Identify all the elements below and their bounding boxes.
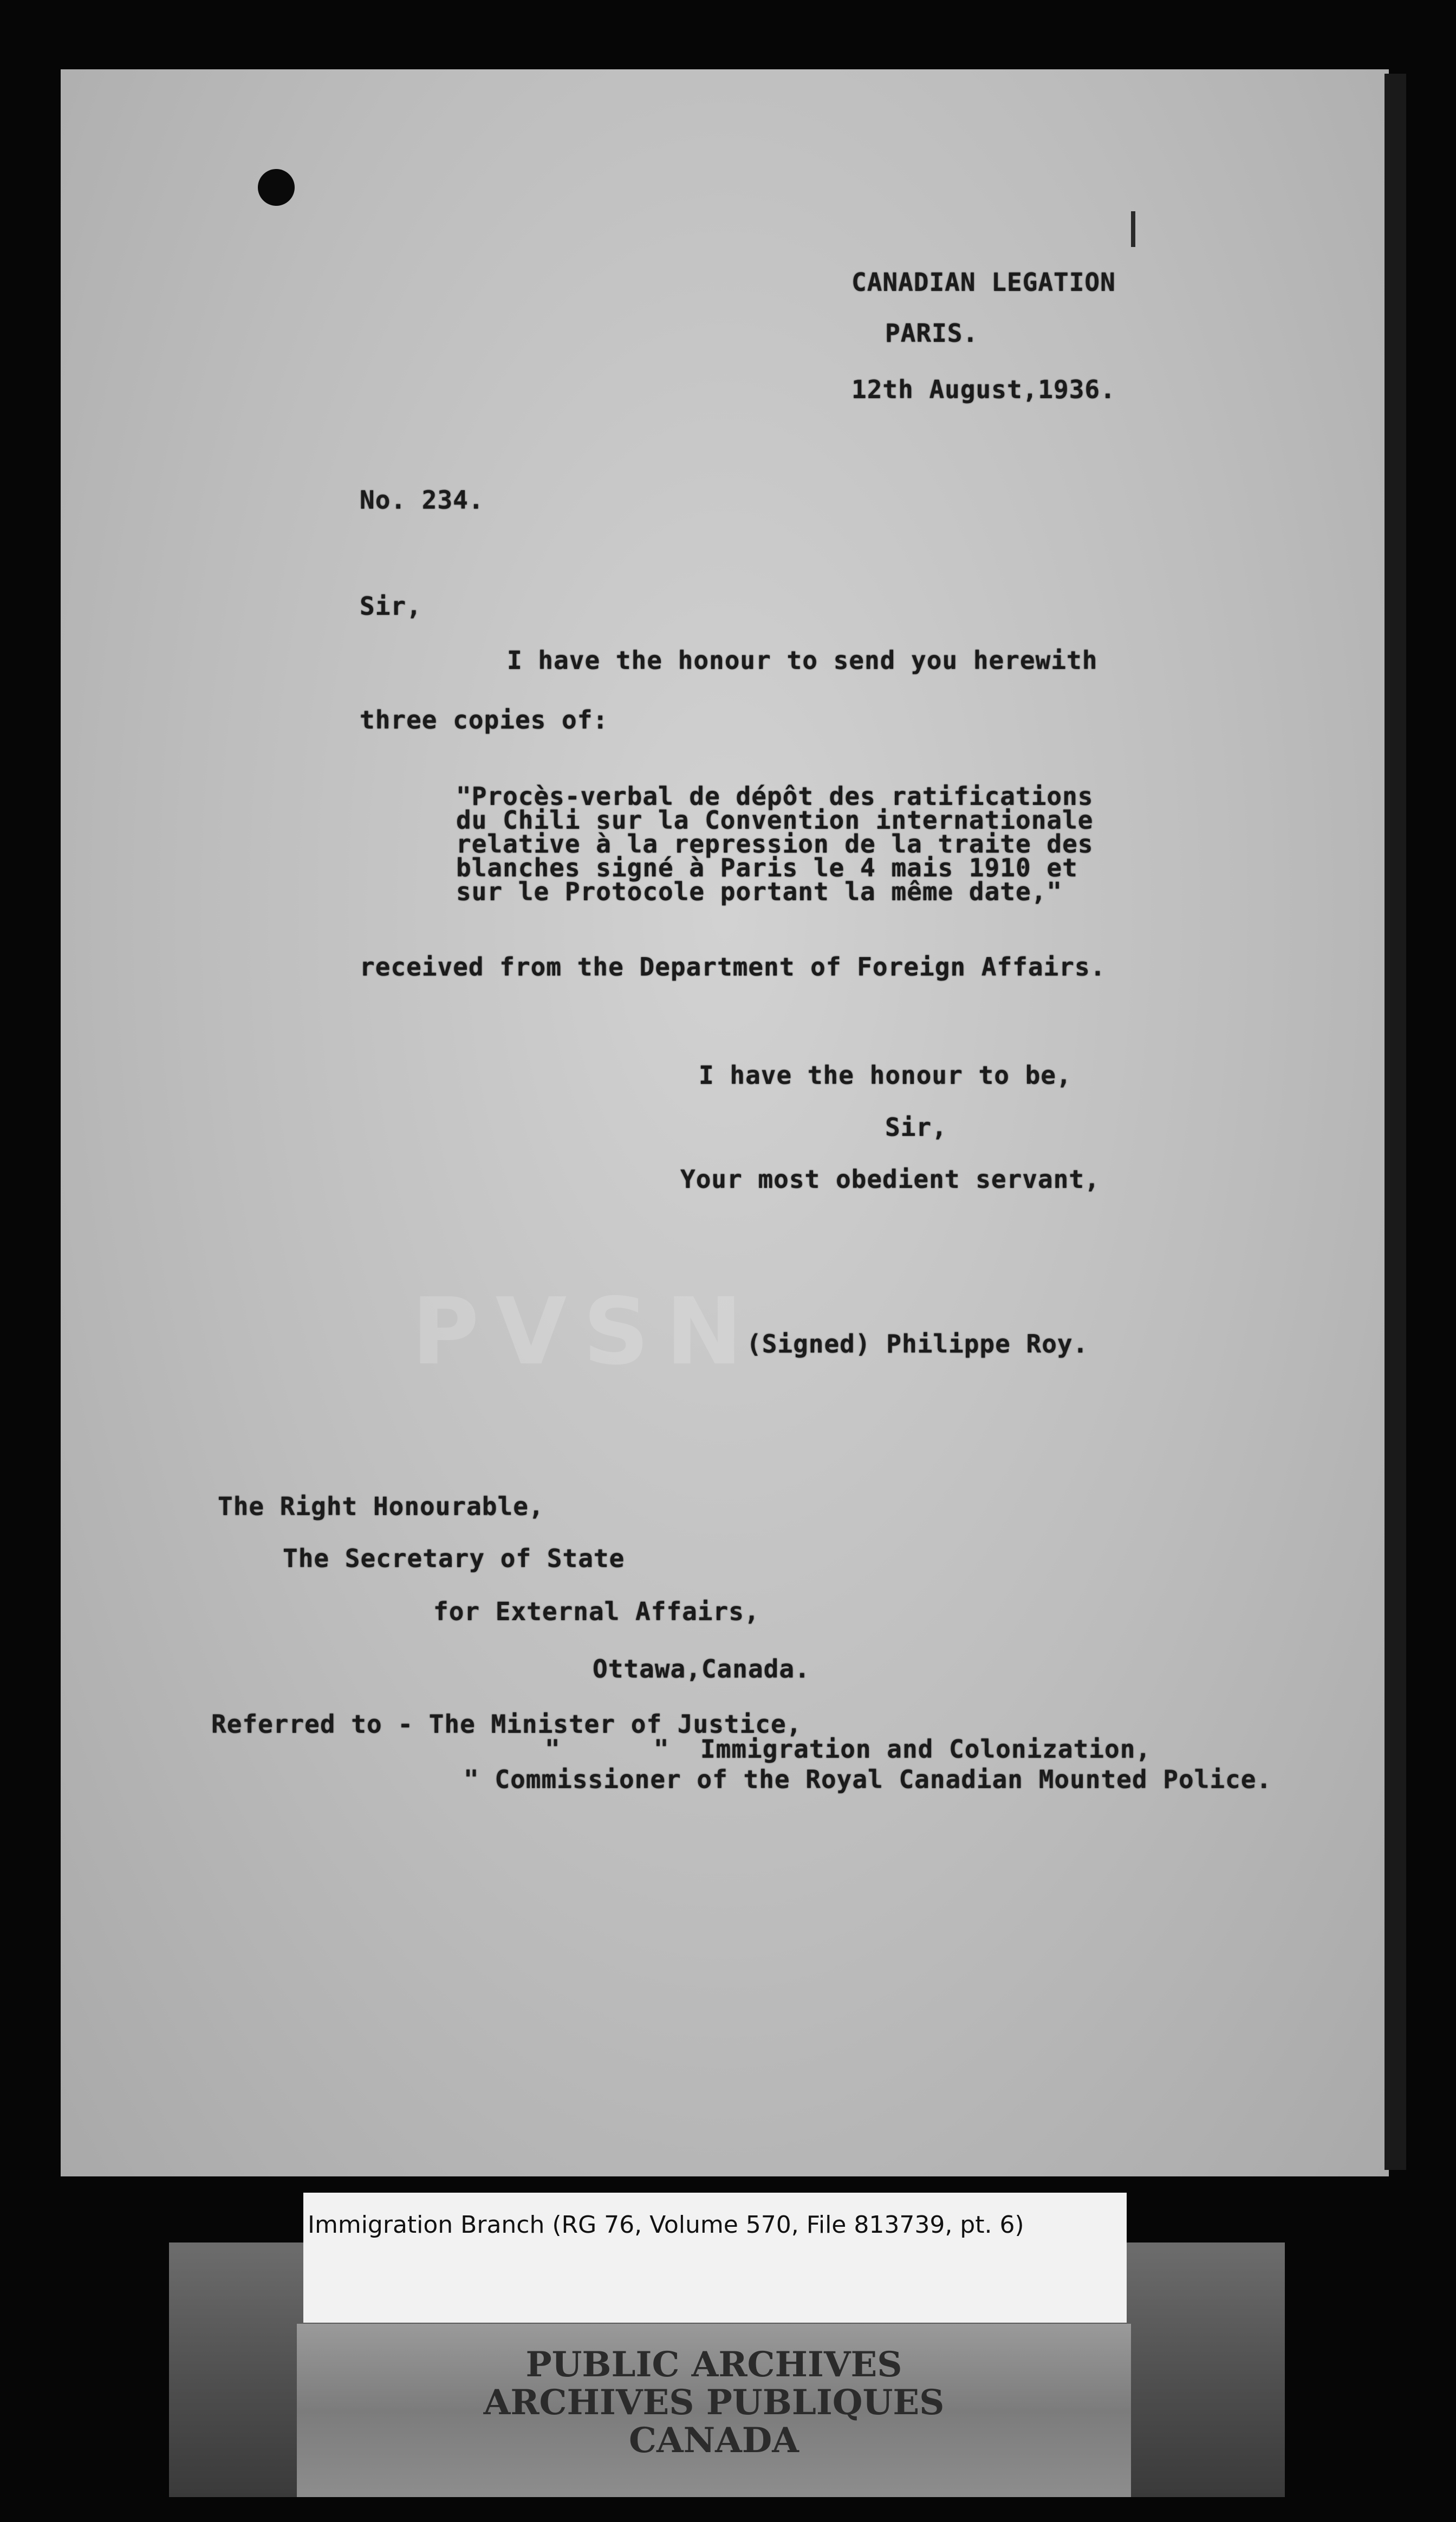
signature-line: (Signed) Philippe Roy. <box>746 1329 1089 1358</box>
salutation: Sir, <box>360 592 422 621</box>
closing-line3: Your most obedient servant, <box>680 1165 1100 1194</box>
quoted-title-line1: "Procès-verbal de dépôt des ratifications <box>456 782 1094 811</box>
referred-line2: " " Immigration and Colonization, <box>545 1734 1152 1764</box>
quoted-title-line2: du Chili sur la Convention internationale <box>456 805 1094 835</box>
body-intro-line1: I have the honour to send you herewith <box>507 646 1098 675</box>
reference-number: No. 234. <box>360 485 484 515</box>
archive-stamp <box>297 2324 1131 2497</box>
received-line: received from the Department of Foreign Affairs. <box>360 952 1106 981</box>
punch-hole <box>258 169 295 206</box>
margin-mark <box>1131 211 1135 247</box>
watermark-ghost: PVSN <box>412 1278 759 1386</box>
archive-stamp-line1: PUBLIC ARCHIVES <box>525 2344 902 2385</box>
addressee-line3: for External Affairs, <box>433 1597 760 1626</box>
referred-line1: Referred to - The Minister of Justice, <box>211 1709 802 1739</box>
letterhead-line2: PARIS. <box>885 318 979 348</box>
letter-date: 12th August,1936. <box>851 375 1116 404</box>
addressee-line2: The Secretary of State <box>283 1544 625 1573</box>
addressee-line1: The Right Honourable, <box>218 1492 544 1521</box>
archive-stamp-line2: ARCHIVES PUBLIQUES <box>483 2382 945 2423</box>
letterhead-line1: CANADIAN LEGATION <box>851 268 1116 297</box>
archive-stamp-line3: CANADA <box>629 2420 799 2461</box>
closing-line1: I have the honour to be, <box>699 1061 1072 1090</box>
body-intro-line2: three copies of: <box>360 705 609 734</box>
referred-line3: " Commissioner of the Royal Canadian Mounted Police. <box>464 1765 1272 1794</box>
document-page <box>61 69 1389 2176</box>
quoted-title-line5: sur le Protocole portant la même date," <box>456 877 1063 906</box>
closing-line2: Sir, <box>885 1113 947 1142</box>
quoted-title-line4: blanches signé à Paris le 4 mais 1910 et <box>456 853 1078 882</box>
quoted-title-line3: relative à la repression de la traite des <box>456 829 1094 859</box>
archive-reference-label: Immigration Branch (RG 76, Volume 570, File 813739, pt. 6) <box>308 2211 1024 2239</box>
page-edge <box>1384 74 1406 2170</box>
addressee-line4: Ottawa,Canada. <box>593 1654 810 1683</box>
